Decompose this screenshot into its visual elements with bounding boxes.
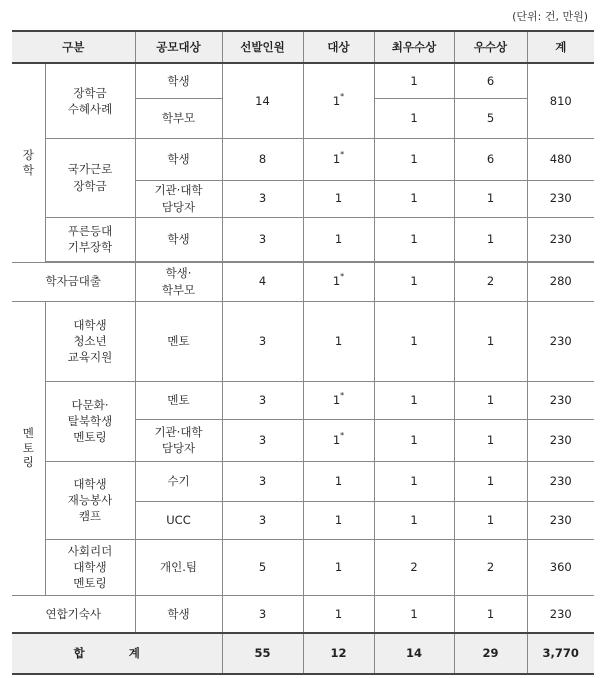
total-cell: 480: [527, 138, 594, 180]
excellence-cell: 2: [374, 539, 454, 595]
selected-cell: 3: [222, 461, 303, 501]
table-row: [12, 381, 594, 419]
grand-cell: 1*: [303, 262, 374, 301]
merit-cell: 1: [454, 180, 527, 217]
selected-cell: 14: [222, 63, 303, 138]
total-cell: 230: [527, 501, 594, 539]
merit-cell: 6: [454, 63, 527, 98]
selected-cell: 3: [222, 419, 303, 461]
grand-cell: 1*: [303, 381, 374, 419]
total-grand: 12: [303, 633, 374, 674]
merit-cell: 6: [454, 138, 527, 180]
total-selected: 55: [222, 633, 303, 674]
total-cell: 230: [527, 301, 594, 381]
program-name: 연합기숙사: [12, 595, 135, 633]
excellence-cell: 1: [374, 180, 454, 217]
grand-cell: 1: [303, 595, 374, 633]
selected-cell: 5: [222, 539, 303, 595]
selected-cell: 3: [222, 595, 303, 633]
target-cell: 수기: [135, 461, 222, 501]
selected-cell: 4: [222, 262, 303, 301]
target-cell: 멘토: [135, 381, 222, 419]
excellence-cell: 1: [374, 138, 454, 180]
header-grand: 대상: [303, 31, 374, 63]
total-excellence: 14: [374, 633, 454, 674]
merit-cell: 1: [454, 301, 527, 381]
table-row: [12, 217, 594, 261]
selected-cell: 3: [222, 501, 303, 539]
header-total: 계: [527, 31, 594, 63]
excellence-cell: 1: [374, 217, 454, 261]
excellence-cell: 1: [374, 461, 454, 501]
grand-cell: 1: [303, 301, 374, 381]
merit-cell: 1: [454, 217, 527, 261]
total-cell: 810: [527, 63, 594, 138]
grand-cell: 1: [303, 217, 374, 261]
unit-note: (단위: 건, 만원): [512, 10, 588, 23]
total-cell: 230: [527, 595, 594, 633]
total-total: 3,770: [527, 633, 594, 674]
target-cell: 학생: [135, 63, 222, 98]
header-row: [12, 31, 594, 63]
excellence-cell: 1: [374, 381, 454, 419]
program-name: 장학금 수혜사례: [45, 63, 135, 138]
header-target: 공모대상: [135, 31, 222, 63]
total-merit: 29: [454, 633, 527, 674]
table-row: [12, 301, 594, 381]
excellence-cell: 1: [374, 262, 454, 301]
excellence-cell: 1: [374, 301, 454, 381]
grand-cell: 1*: [303, 63, 374, 138]
selected-cell: 3: [222, 301, 303, 381]
merit-cell: 1: [454, 419, 527, 461]
merit-cell: 1: [454, 461, 527, 501]
target-cell: 학생: [135, 595, 222, 633]
grand-cell: 1: [303, 501, 374, 539]
table-row: [12, 262, 594, 301]
header-excellence: 최우수상: [374, 31, 454, 63]
excellence-cell: 1: [374, 419, 454, 461]
selected-cell: 3: [222, 381, 303, 419]
excellence-cell: 1: [374, 595, 454, 633]
group-mentoring: 멘 토 링: [12, 301, 45, 595]
total-cell: 360: [527, 539, 594, 595]
grand-cell: 1: [303, 539, 374, 595]
table-row: [12, 63, 594, 98]
grand-cell: 1: [303, 461, 374, 501]
program-name: 대학생 재능봉사 캠프: [45, 461, 135, 539]
total-cell: 230: [527, 217, 594, 261]
program-name: 사회리더 대학생 멘토링: [45, 539, 135, 595]
grand-cell: 1: [303, 180, 374, 217]
total-cell: 230: [527, 461, 594, 501]
program-name: 다문화· 탈북학생 멘토링: [45, 381, 135, 461]
excellence-cell: 1: [374, 501, 454, 539]
total-cell: 280: [527, 262, 594, 301]
merit-cell: 1: [454, 381, 527, 419]
target-cell: 학생: [135, 217, 222, 261]
program-name: 대학생 청소년 교육지원: [45, 301, 135, 381]
target-cell: 멘토: [135, 301, 222, 381]
merit-cell: 1: [454, 501, 527, 539]
merit-cell: 2: [454, 262, 527, 301]
grand-cell: 1*: [303, 138, 374, 180]
table-row: [12, 539, 594, 595]
excellence-cell: 1: [374, 63, 454, 98]
program-name: 학자금대출: [12, 262, 135, 301]
table-row: [12, 461, 594, 501]
target-cell: 기관·대학 담당자: [135, 180, 222, 217]
selected-cell: 8: [222, 138, 303, 180]
target-cell: 개인.팀: [135, 539, 222, 595]
program-name: 푸른등대 기부장학: [45, 217, 135, 261]
target-cell: 학생· 학부모: [135, 262, 222, 301]
target-cell: UCC: [135, 501, 222, 539]
award-table: [12, 30, 594, 675]
target-cell: 학부모: [135, 98, 222, 138]
total-label: 합 계: [12, 633, 222, 674]
group-scholarship: 장 학: [12, 63, 45, 262]
table-row: [12, 138, 594, 180]
program-name: 국가근로 장학금: [45, 138, 135, 217]
header-selected: 선발인원: [222, 31, 303, 63]
total-cell: 230: [527, 381, 594, 419]
target-cell: 학생: [135, 138, 222, 180]
total-cell: 230: [527, 180, 594, 217]
total-cell: 230: [527, 419, 594, 461]
total-row: [12, 633, 594, 674]
header-category: 구분: [12, 31, 135, 63]
excellence-cell: 1: [374, 98, 454, 138]
merit-cell: 1: [454, 595, 527, 633]
selected-cell: 3: [222, 217, 303, 261]
grand-cell: 1*: [303, 419, 374, 461]
header-merit: 우수상: [454, 31, 527, 63]
selected-cell: 3: [222, 180, 303, 217]
target-cell: 기관·대학 담당자: [135, 419, 222, 461]
merit-cell: 2: [454, 539, 527, 595]
table-row: [12, 595, 594, 633]
merit-cell: 5: [454, 98, 527, 138]
